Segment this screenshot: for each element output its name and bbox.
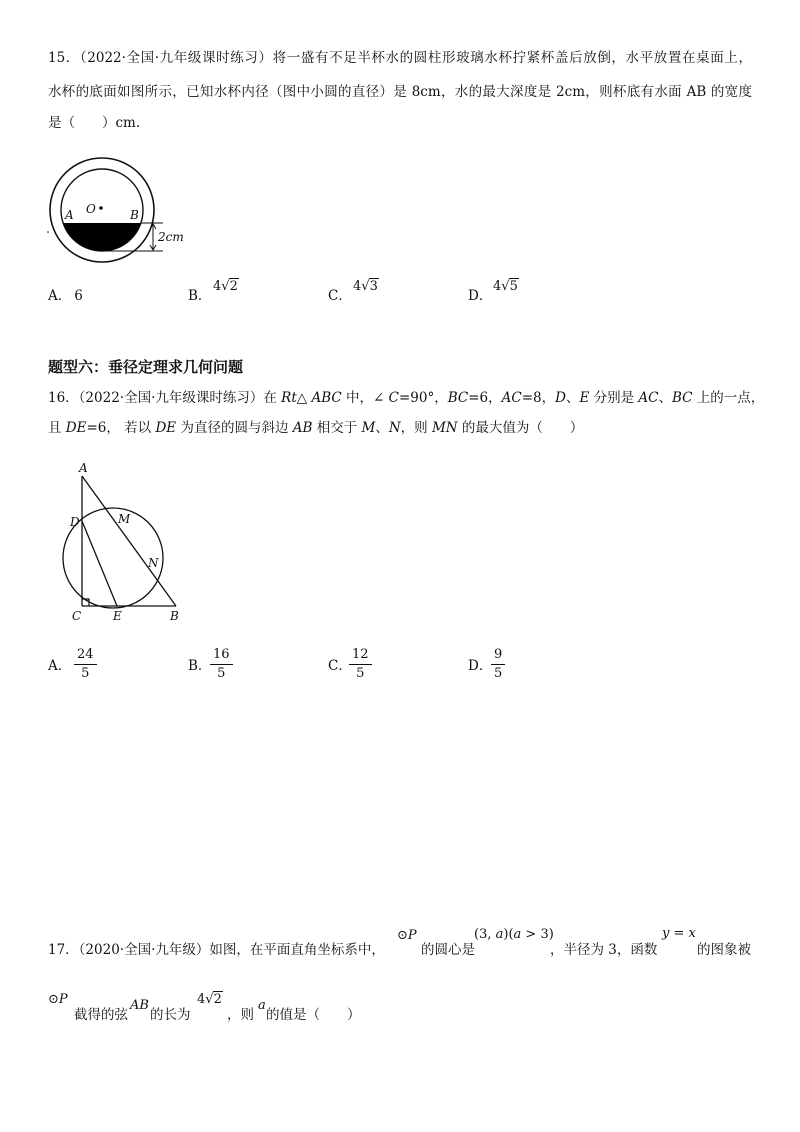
text-run: AB <box>292 420 313 436</box>
text-run: a <box>495 927 504 942</box>
text-run: AB <box>130 998 149 1013</box>
q16-line-2 <box>48 418 752 438</box>
q16-line-1 <box>48 388 765 408</box>
q15-line-1: 15．（2022·全国·九年级课时练习）将一盛有不足半杯水的圆柱形玻璃水杯拧紧杯盖后放倒，水平放置在桌面上， <box>48 50 752 66</box>
q16-option-b <box>188 656 211 676</box>
text-run: = <box>669 926 689 941</box>
q17-text-chord: 截得的弦 <box>74 1007 128 1023</box>
text-run: 为直径的圆与斜边 <box>176 420 293 436</box>
text-run: (3, <box>474 927 496 942</box>
text-run: E <box>579 390 590 406</box>
q17-length-value <box>197 991 223 1009</box>
q17-circle-p-2 <box>48 990 68 1010</box>
label-a: A <box>79 461 88 475</box>
q16-triangle-figure <box>55 455 190 630</box>
text-run: Rt <box>281 390 297 406</box>
q17-function-expression <box>662 924 696 944</box>
option-letter: B． <box>188 288 212 304</box>
text-run: C <box>388 390 399 406</box>
q15-option-c <box>328 286 352 306</box>
text-run: 、 <box>658 390 672 406</box>
text-run: DE <box>65 420 87 436</box>
text-run: =6， <box>468 390 502 406</box>
text-run: 的最大值为（ ） <box>457 420 584 436</box>
text-run: 相交于 <box>312 420 362 436</box>
stray-mark <box>47 231 49 233</box>
label-c: C <box>72 609 82 623</box>
text-run: y <box>662 926 670 941</box>
text-run: 、 <box>375 420 389 436</box>
text-run: 分别是 <box>589 390 639 406</box>
q16-option-d-fraction <box>491 646 505 683</box>
label-e: E <box>113 609 122 623</box>
q15-line-2: 水杯的底面如图所示，已知水杯内径（图中小圆的直径）是 8cm，水的最大深度是 2cm，则杯底有水面 AB 的宽度 <box>48 84 752 100</box>
radicand: 2 <box>213 992 222 1007</box>
coefficient: 4 <box>493 279 502 294</box>
radicand: 5 <box>509 279 518 294</box>
q16-option-a-fraction <box>74 646 97 683</box>
text-run: M <box>361 420 376 436</box>
coefficient: 4 <box>197 992 206 1007</box>
radical-sign: √ <box>221 279 230 294</box>
text-run: x <box>688 926 696 941</box>
text-run: N <box>388 420 401 436</box>
text-run: 16．（2022·全国·九年级课时练习）在 <box>48 390 282 406</box>
depth-label: 2cm <box>158 230 184 244</box>
q17-chord-ab <box>130 996 149 1016</box>
denominator: 5 <box>217 666 226 681</box>
label-o: O <box>86 202 96 216</box>
radical-sign: √ <box>205 992 214 1007</box>
text-run: a <box>513 927 522 942</box>
text-run: MN <box>431 420 458 436</box>
numerator: 16 <box>210 646 233 665</box>
q17-text-then: ，则 <box>227 1007 254 1023</box>
q17-intro: 17．（2020·全国·九年级）如图，在平面直角坐标系中， <box>48 942 385 958</box>
text-run: 、 <box>565 390 580 406</box>
q15-option-b <box>188 286 211 306</box>
text-run: BC <box>672 390 693 406</box>
section-heading: 题型六：垂径定理求几何问题 <box>48 358 244 376</box>
label-b: B <box>130 208 139 222</box>
q15-option-c-value <box>353 278 379 296</box>
text-run: P <box>407 928 417 943</box>
text-run: =8， <box>521 390 556 406</box>
label-m: M <box>118 512 131 526</box>
q15-option-d <box>468 286 492 306</box>
text-run: ，则 <box>400 420 432 436</box>
text-run: ⊙ <box>48 992 59 1007</box>
q17-variable-a <box>258 996 266 1016</box>
text-run: D <box>555 390 566 406</box>
option-value: 6 <box>74 288 83 304</box>
text-run: 上的一点， <box>692 390 765 406</box>
radical-sign: √ <box>361 279 370 294</box>
option-letter: A． <box>48 288 72 304</box>
text-run: ABC <box>311 390 342 406</box>
q16-option-b-fraction <box>210 646 233 683</box>
q15-option-d-value <box>493 278 519 296</box>
text-run: =90°， <box>398 390 448 406</box>
q15-cup-figure <box>40 150 200 290</box>
text-run: △ <box>296 390 312 406</box>
text-run: )( <box>503 927 514 942</box>
text-run: 且 <box>48 420 66 436</box>
text-run: DE <box>155 420 177 436</box>
center-point <box>99 206 103 210</box>
option-letter: C． <box>328 288 352 304</box>
numerator: 9 <box>491 646 505 665</box>
text-run: a <box>258 998 266 1013</box>
numerator: 12 <box>349 646 372 665</box>
option-letter: D． <box>468 658 493 674</box>
text-run: ⊙ <box>397 928 408 943</box>
text-run: =6， 若以 <box>86 420 156 436</box>
q17-text-graph: 的图象被 <box>697 942 751 958</box>
text-run: > 3) <box>521 927 554 942</box>
segment-de <box>82 521 117 606</box>
q17-text-value: 的值是（ ） <box>266 1007 361 1023</box>
hypotenuse-ab <box>82 476 176 606</box>
q16-option-a <box>48 656 71 676</box>
q15-option-a <box>48 286 83 306</box>
denominator: 5 <box>494 666 503 681</box>
denominator: 5 <box>356 666 365 681</box>
text-run: P <box>58 992 68 1007</box>
option-letter: A． <box>48 658 72 674</box>
label-b: B <box>170 609 179 623</box>
denominator: 5 <box>81 666 90 681</box>
q16-option-c-fraction <box>349 646 372 683</box>
radicand: 3 <box>369 279 378 294</box>
water-segment <box>63 223 141 251</box>
q15-option-b-value <box>213 278 239 296</box>
coefficient: 4 <box>213 279 222 294</box>
text-run: 中，∠ <box>341 390 389 406</box>
label-a: A <box>65 208 74 222</box>
label-d: D <box>70 515 80 529</box>
q17-text-radius: ，半径为 3，函数 <box>550 942 658 958</box>
text-run: BC <box>447 390 469 406</box>
q17-circle-p <box>397 926 417 946</box>
numerator: 24 <box>74 646 97 665</box>
q17-text-length: 的长为 <box>150 1007 191 1023</box>
radical-sign: √ <box>501 279 510 294</box>
text-run: AC <box>638 390 659 406</box>
q16-option-d <box>468 656 492 676</box>
option-letter: B． <box>188 658 212 674</box>
radicand: 2 <box>229 279 238 294</box>
q17-text-center-is: 的圆心是 <box>421 942 475 958</box>
option-letter: D． <box>468 288 493 304</box>
text-run: AC <box>501 390 522 406</box>
label-n: N <box>148 556 159 570</box>
q15-line-3: 是（ ）cm. <box>48 115 141 131</box>
option-letter: C． <box>328 658 352 674</box>
q17-center-expression <box>474 925 554 945</box>
coefficient: 4 <box>353 279 362 294</box>
